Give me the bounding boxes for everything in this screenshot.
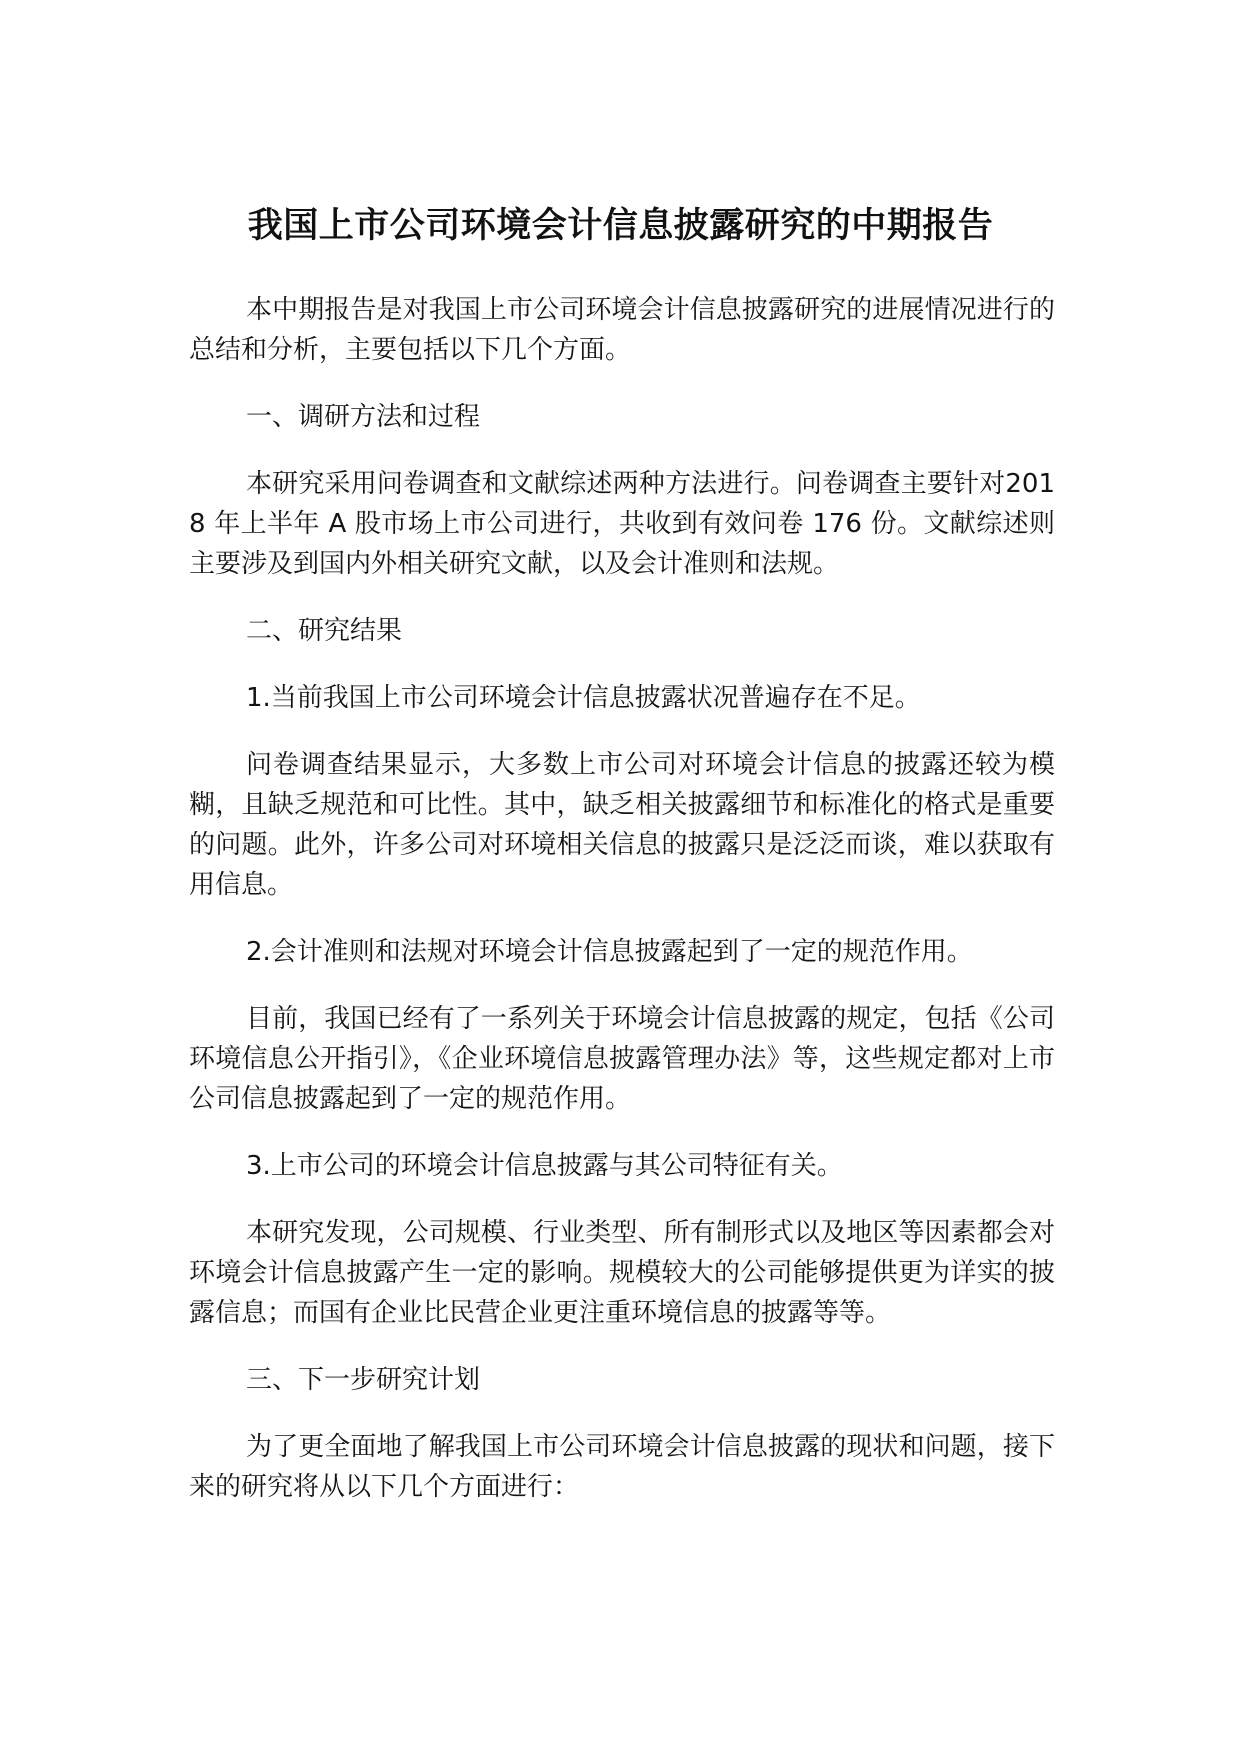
section-heading-methods: 一、调研方法和过程: [246, 402, 481, 432]
finding-2-heading: 2.会计准则和法规对环境会计信息披露起到了一定的规范作用。: [246, 937, 973, 967]
document-body: [189, 290, 1055, 1534]
section-heading-results: 二、研究结果: [246, 616, 403, 646]
finding-2-paragraph: 目前，我国已经有了一系列关于环境会计信息披露的规定，包括《公司环境信息公开指引》，《企业环境信息披露管理办法》等，这些规定都对上市公司信息披露起到了一定的规范作用。: [189, 1004, 1055, 1114]
document-title: 我国上市公司环境会计信息披露研究的中期报告: [247, 206, 994, 247]
intro-paragraph: 本中期报告是对我国上市公司环境会计信息披露研究的进展情况进行的总结和分析，主要包括以下几个方面。: [189, 295, 1055, 365]
finding-1-heading: 1.当前我国上市公司环境会计信息披露状况普遍存在不足。: [246, 683, 921, 713]
next-steps-paragraph: 为了更全面地了解我国上市公司环境会计信息披露的现状和问题，接下来的研究将从以下几个方面进行：: [189, 1432, 1055, 1502]
finding-3-paragraph: 本研究发现，公司规模、行业类型、所有制形式以及地区等因素都会对环境会计信息披露产生一定的影响。规模较大的公司能够提供更为详实的披露信息；而国有企业比民营企业更注重环境信息的披露等等。: [189, 1218, 1055, 1328]
finding-1-paragraph: 问卷调查结果显示，大多数上市公司对环境会计信息的披露还较为模糊，且缺乏规范和可比性。其中，缺乏相关披露细节和标准化的格式是重要的问题。此外，许多公司对环境相关信息的披露只是泛泛而谈，难以获取有用信息。: [189, 750, 1055, 900]
methods-paragraph: 本研究采用问卷调查和文献综述两种方法进行。问卷调查主要针对2018 年上半年 A 股市场上市公司进行，共收到有效问卷 176 份。文献综述则主要涉及到国内外相关研究文献，以及会计准则和法规。: [189, 469, 1055, 579]
section-heading-next-steps: 三、下一步研究计划: [246, 1365, 481, 1395]
finding-3-heading: 3.上市公司的环境会计信息披露与其公司特征有关。: [246, 1151, 843, 1181]
